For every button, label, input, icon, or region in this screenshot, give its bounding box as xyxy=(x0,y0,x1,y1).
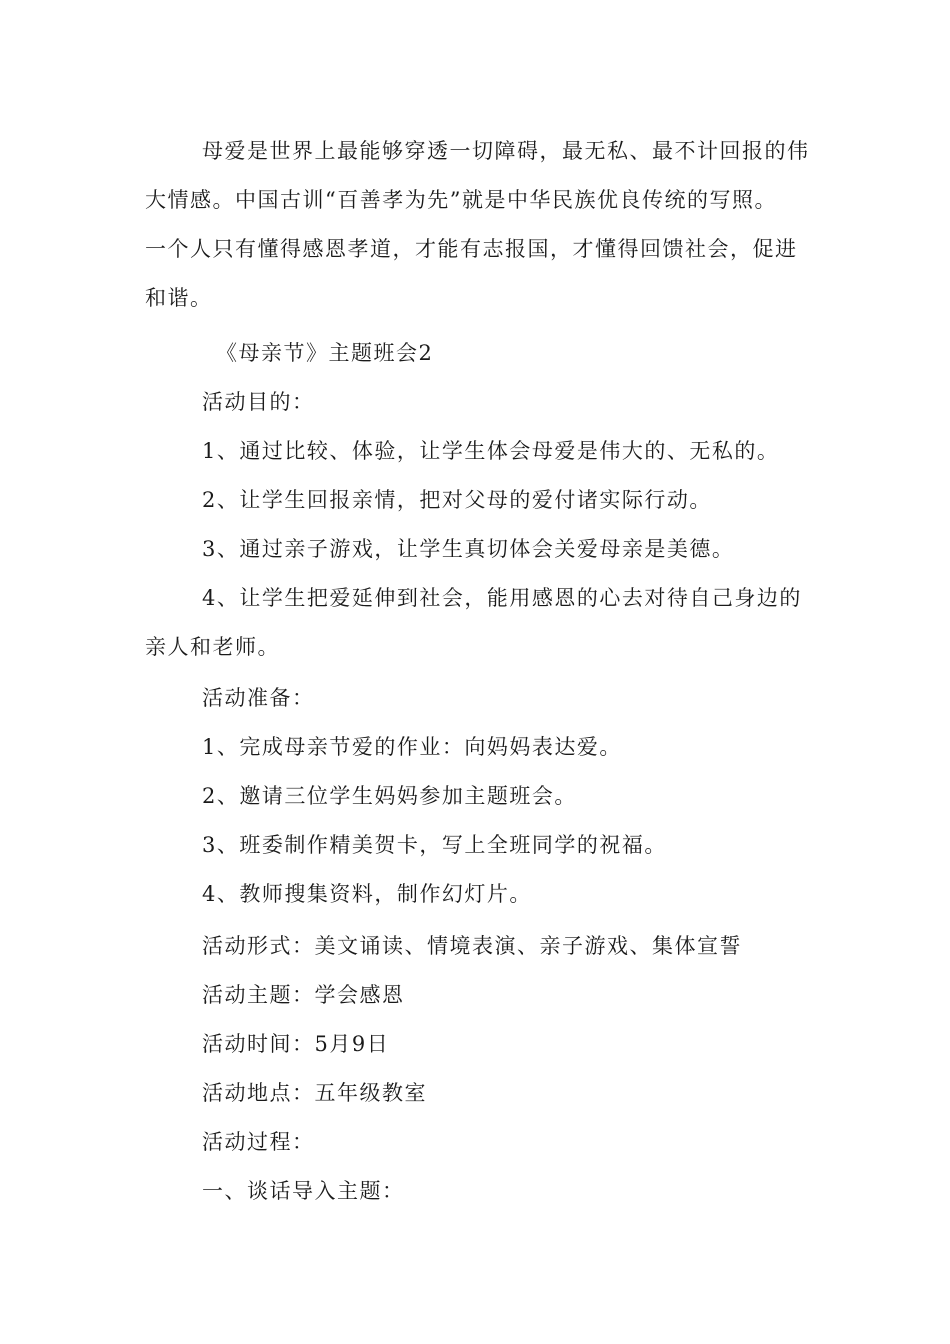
intro-line: 大情感。中国古训“百善孝为先”就是中华民族优良传统的写照。 xyxy=(145,188,777,212)
activity-place: 活动地点：五年级教室 xyxy=(202,1081,427,1105)
preparation-item: 4、教师搜集资料，制作幻灯片。 xyxy=(202,882,532,906)
step-one-heading: 一、谈话导入主题： xyxy=(202,1179,405,1203)
intro-paragraph xyxy=(145,127,810,323)
details-section xyxy=(145,922,810,1216)
preparation-heading: 活动准备： xyxy=(202,686,315,710)
preparation-item: 1、完成母亲节爱的作业：向妈妈表达爱。 xyxy=(202,735,622,759)
objective-item: 1、通过比较、体验，让学生体会母爱是伟大的、无私的。 xyxy=(202,439,780,463)
objective-item-continued: 亲人和老师。 xyxy=(145,635,280,659)
activity-form: 活动形式：美文诵读、情境表演、亲子游戏、集体宣誓 xyxy=(202,934,742,958)
objective-item: 2、让学生回报亲情，把对父母的爱付诸实际行动。 xyxy=(202,488,712,512)
intro-line: 母爱是世界上最能够穿透一切障碍，最无私、最不计回报的伟 xyxy=(202,139,810,163)
section-title-block xyxy=(145,329,810,378)
preparation-item: 2、邀请三位学生妈妈参加主题班会。 xyxy=(202,784,577,808)
preparation-item: 3、班委制作精美贺卡，写上全班同学的祝福。 xyxy=(202,833,667,857)
activity-theme: 活动主题：学会感恩 xyxy=(202,983,405,1007)
section-title: 《母亲节》主题班会2 xyxy=(216,341,434,365)
objective-item: 3、通过亲子游戏，让学生真切体会关爱母亲是美德。 xyxy=(202,537,735,561)
intro-line: 和谐。 xyxy=(145,286,213,310)
intro-line: 一个人只有懂得感恩孝道，才能有志报国，才懂得回馈社会，促进 xyxy=(145,237,798,261)
activity-process-heading: 活动过程： xyxy=(202,1130,315,1154)
objectives-section xyxy=(145,378,810,672)
objectives-heading: 活动目的： xyxy=(202,390,315,414)
activity-time: 活动时间：5月9日 xyxy=(202,1032,390,1056)
preparation-section xyxy=(145,674,810,919)
objective-item: 4、让学生把爱延伸到社会，能用感恩的心去对待自己身边的 xyxy=(202,586,802,610)
